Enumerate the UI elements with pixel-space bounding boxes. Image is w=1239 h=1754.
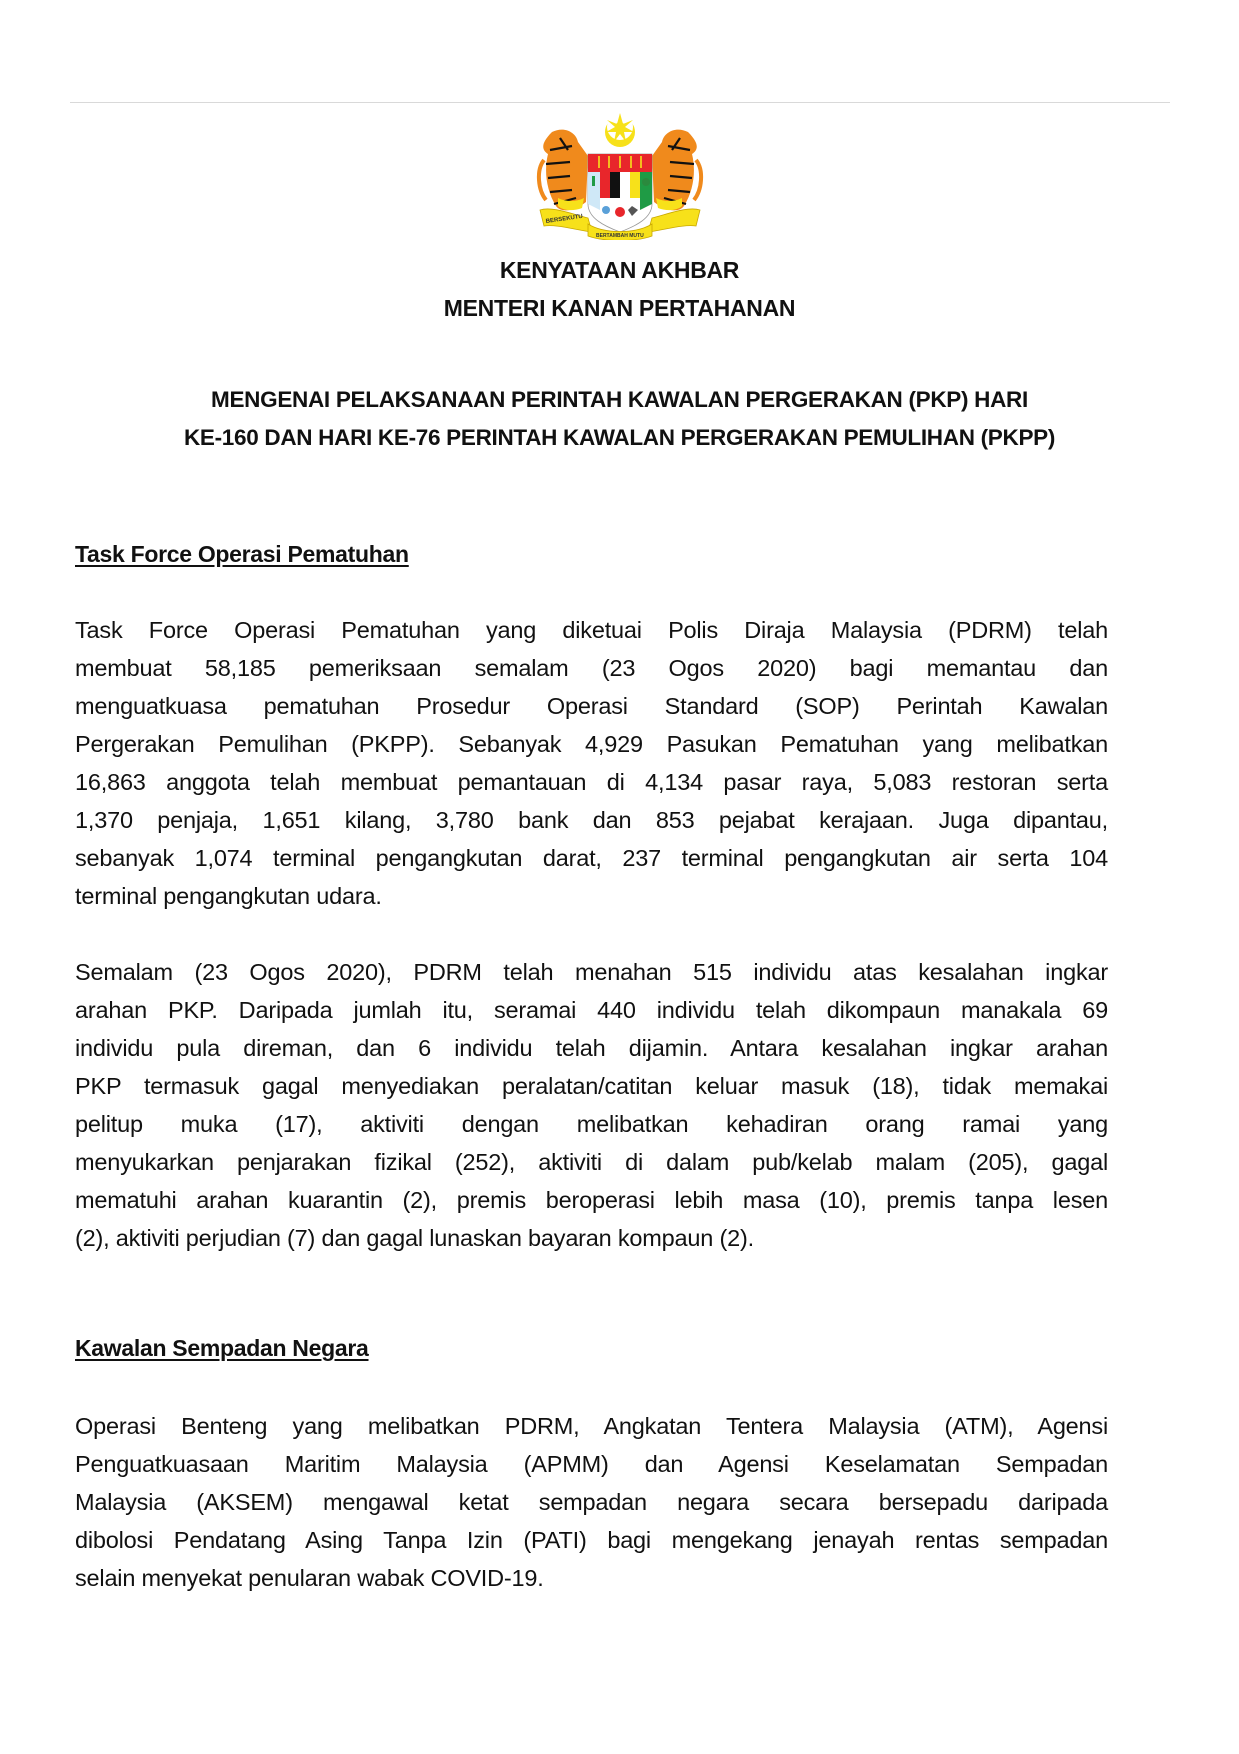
malaysia-coat-of-arms-icon — [532, 110, 708, 240]
svg-text:BERSEKUTU: BERSEKUTU — [545, 213, 584, 225]
top-divider — [70, 102, 1170, 103]
shield-icon — [588, 154, 652, 232]
paragraph-line: arahan PKP. Daripada jumlah itu, seramai 440 individu telah dikompaun manakala 69 — [75, 997, 1108, 1023]
paragraph-line: dibolosi Pendatang Asing Tanpa Izin (PATI) bagi mengekang jenayah rentas sempadan — [75, 1527, 1108, 1553]
paragraph-line: Penguatkuasaan Maritim Malaysia (APMM) dan Agensi Keselamatan Sempadan — [75, 1451, 1108, 1477]
paragraph-line: Semalam (23 Ogos 2020), PDRM telah menahan 515 individu atas kesalahan ingkar — [75, 959, 1108, 985]
paragraph-line: Task Force Operasi Pematuhan yang diketuai Polis Diraja Malaysia (PDRM) telah — [75, 617, 1108, 643]
paragraph-line: menguatkuasa pematuhan Prosedur Operasi Standard (SOP) Perintah Kawalan — [75, 693, 1108, 719]
paragraph-line: Operasi Benteng yang melibatkan PDRM, Angkatan Tentera Malaysia (ATM), Agensi — [75, 1413, 1108, 1439]
paragraph-line: pelitup muka (17), aktiviti dengan melibatkan kehadiran orang ramai yang — [75, 1111, 1108, 1137]
paragraph-line: terminal pengangkutan udara. — [75, 883, 382, 909]
paragraph-line: mematuhi arahan kuarantin (2), premis beroperasi lebih masa (10), premis tanpa lesen — [75, 1187, 1108, 1213]
section-heading-task-force: Task Force Operasi Pematuhan — [75, 541, 409, 567]
tiger-right-icon — [652, 130, 701, 211]
paragraph-line: (2), aktiviti perjudian (7) dan gagal lunaskan bayaran kompaun (2). — [75, 1225, 754, 1251]
paragraph-line: PKP termasuk gagal menyediakan peralatan/catitan keluar masuk (18), tidak memakai — [75, 1073, 1108, 1099]
headline-line-1: MENGENAI PELAKSANAAN PERINTAH KAWALAN PERGERAKAN (PKP) HARI — [211, 387, 1028, 412]
headline-line-2: KE-160 DAN HARI KE-76 PERINTAH KAWALAN PERGERAKAN PEMULIHAN (PKPP) — [183, 425, 1056, 450]
paragraph-line: selain menyekat penularan wabak COVID-19. — [75, 1565, 544, 1591]
paragraph-line: menyukarkan penjarakan fizikal (252), aktiviti di dalam pub/kelab malam (205), gagal — [75, 1149, 1108, 1175]
paragraph-line: membuat 58,185 pemeriksaan semalam (23 Ogos 2020) bagi memantau dan — [75, 655, 1108, 681]
paragraph-line: individu pula direman, dan 6 individu telah dijamin. Antara kesalahan ingkar arahan — [75, 1035, 1108, 1061]
minister-title: MENTERI KANAN PERTAHANAN — [443, 295, 796, 321]
section-heading-border-control: Kawalan Sempadan Negara — [75, 1335, 369, 1361]
press-release-title: KENYATAAN AKHBAR — [499, 257, 740, 283]
paragraph-line: 1,370 penjaja, 1,651 kilang, 3,780 bank dan 853 pejabat kerajaan. Juga dipantau, — [75, 807, 1108, 833]
hibiscus-icon — [615, 207, 625, 217]
paragraph-line: Pergerakan Pemulihan (PKPP). Sebanyak 4,929 Pasukan Pematuhan yang melibatkan — [75, 731, 1108, 757]
paragraph-line: Malaysia (AKSEM) mengawal ketat sempadan negara secara bersepadu daripada — [75, 1489, 1108, 1515]
paragraph-line: 16,863 anggota telah membuat pemantauan di 4,134 pasar raya, 5,083 restoran serta — [75, 769, 1108, 795]
paragraph-line: sebanyak 1,074 terminal pengangkutan darat, 237 terminal pengangkutan air serta 104 — [75, 845, 1108, 871]
svg-text:BERTAMBAH MUTU: BERTAMBAH MUTU — [596, 233, 644, 239]
tiger-left-icon — [539, 130, 588, 211]
